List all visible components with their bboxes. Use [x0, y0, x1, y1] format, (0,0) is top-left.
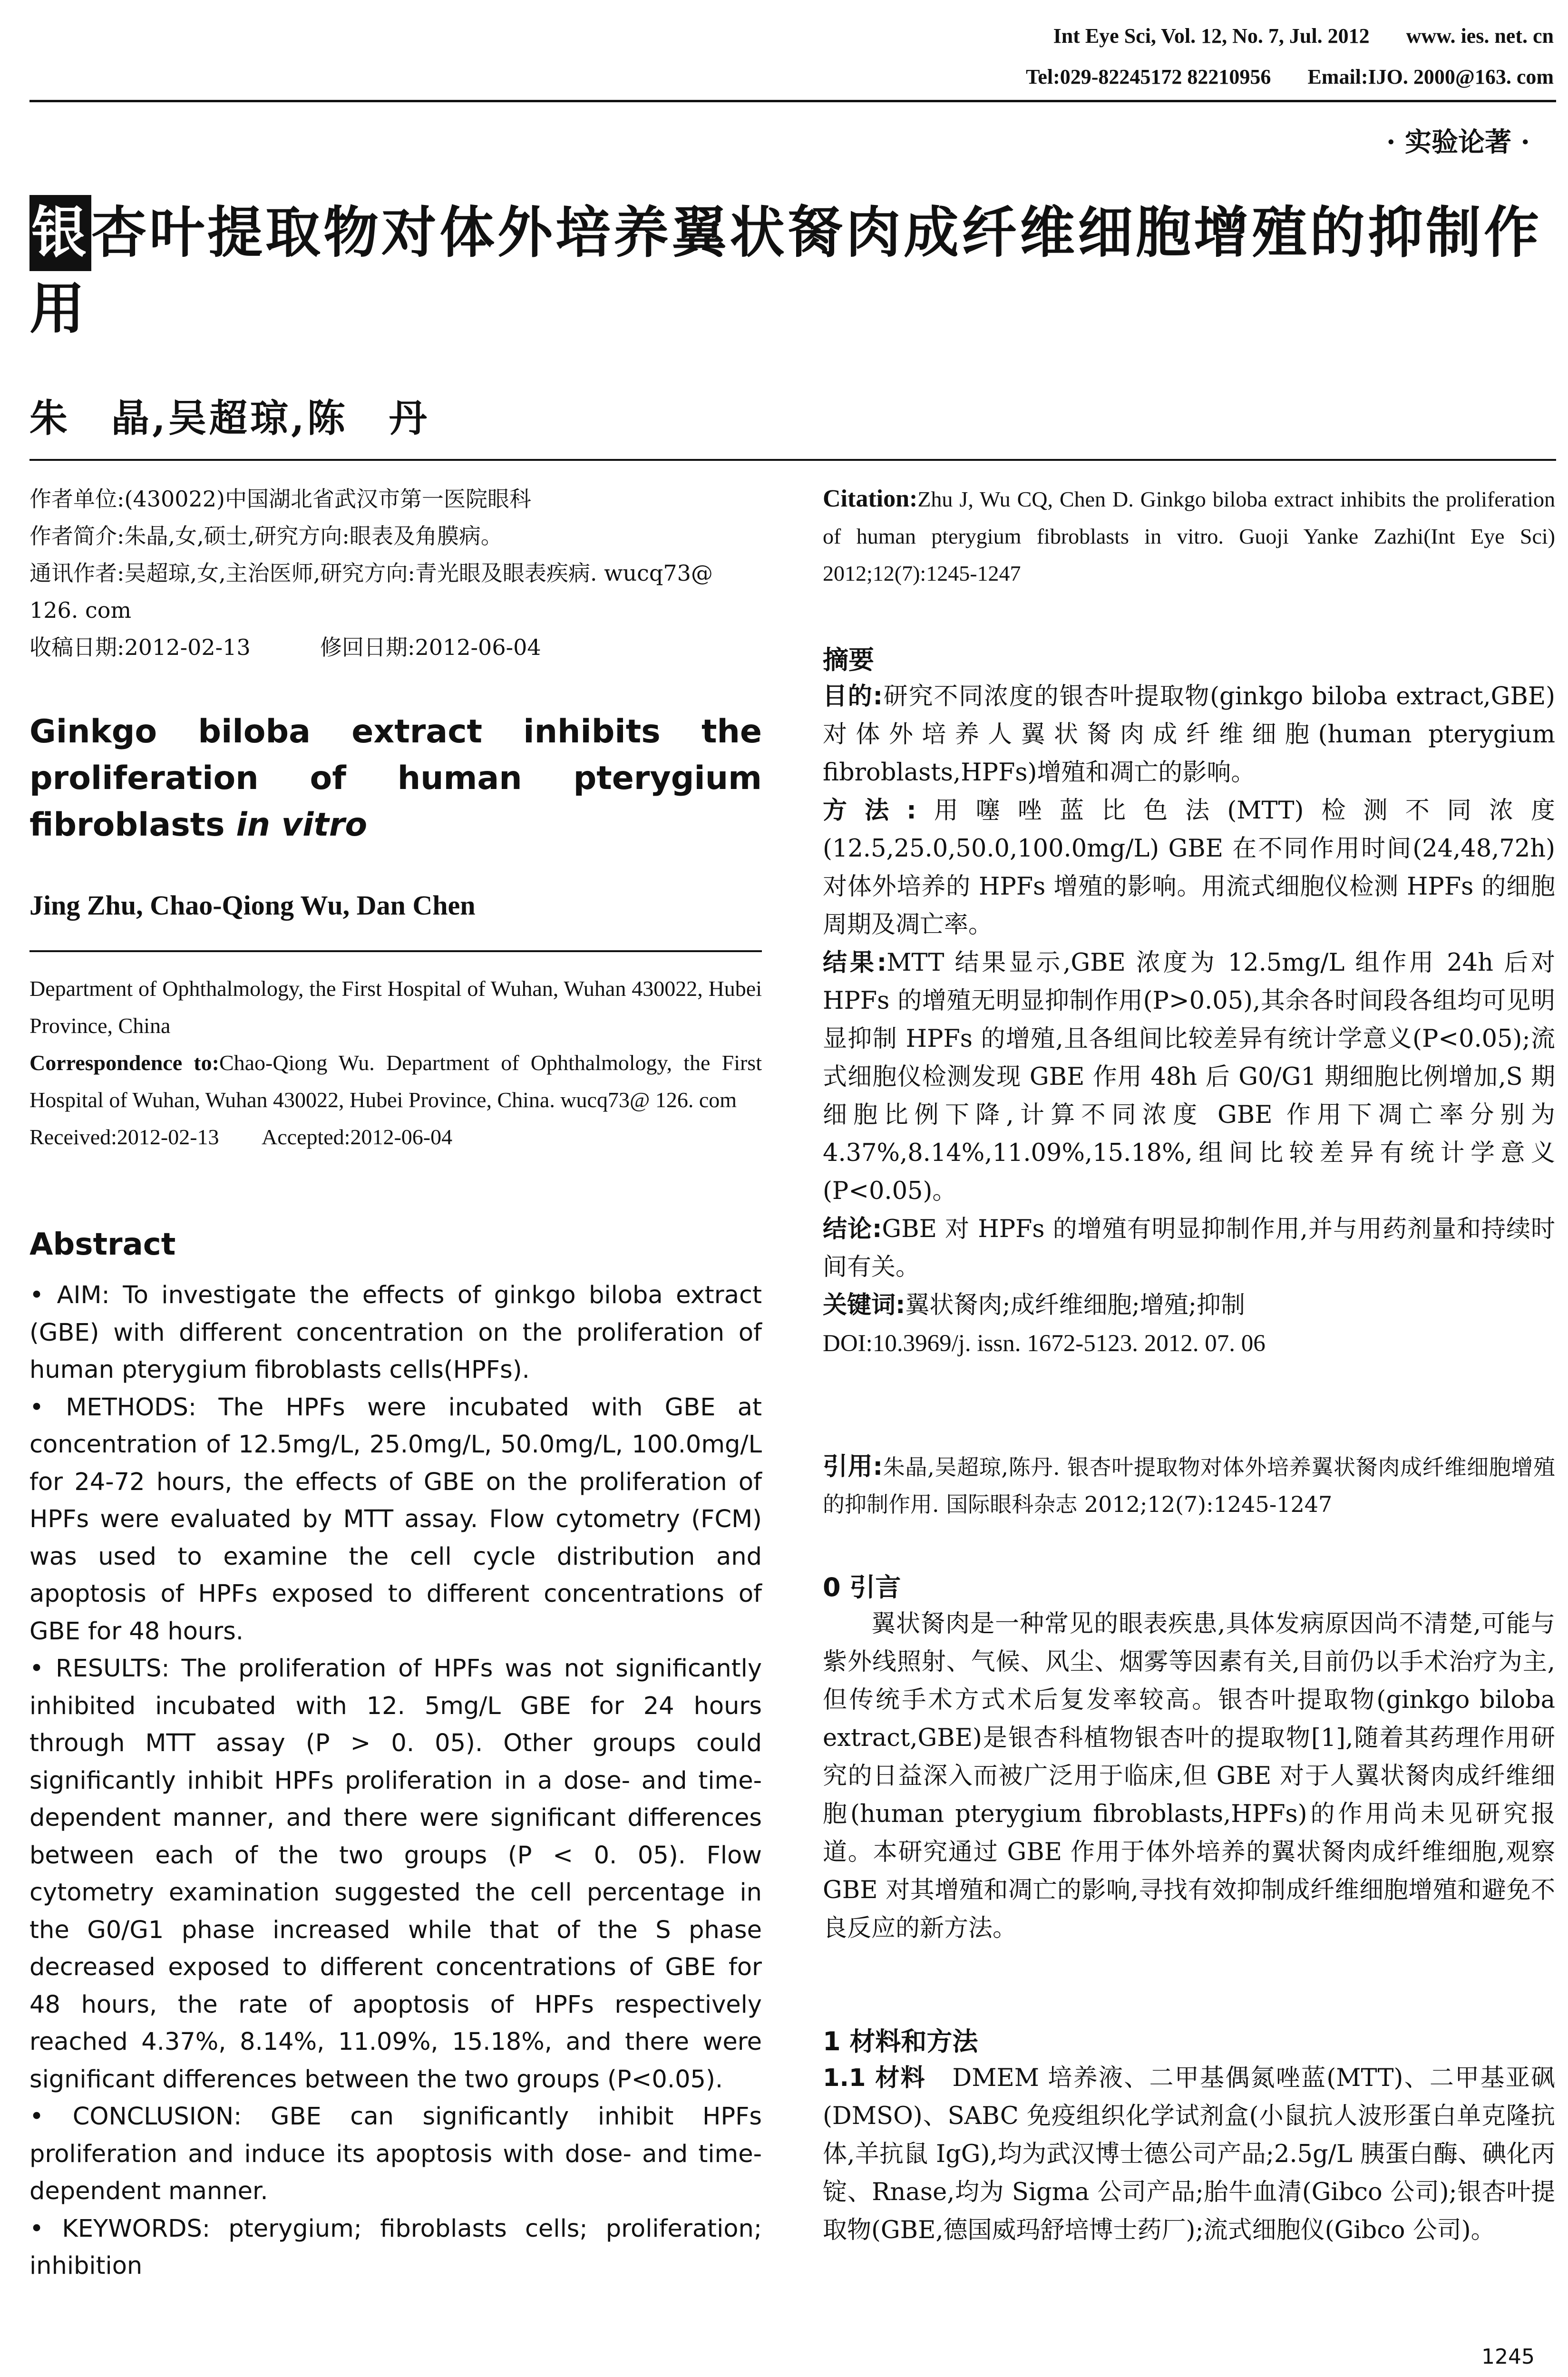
- abstract-heading-cn: 摘要: [823, 645, 874, 675]
- doi[interactable]: DOI:10.3969/j. issn. 1672-5123. 2012. 07. 06: [823, 1330, 1266, 1357]
- materials-subheading: 1.1 材料: [823, 2064, 926, 2092]
- abstract-conclusion: • CONCLUSION: GBE can significantly inhibit HPFs proliferation and induce its apoptosis with dose- and time-dependent manner.: [29, 2103, 762, 2205]
- article-title-cn: [29, 195, 1542, 347]
- keywords-label-cn: 关键词:: [823, 1291, 906, 1319]
- intro-body: [823, 1605, 1555, 1948]
- authors-cn: 朱 晶,吴超琼,陈 丹: [29, 396, 430, 440]
- materials-text: DMEM 培养液、二甲基偶氮唑蓝(MTT)、二甲基亚砜(DMSO)、SABC 免疫组织化学试剂盒(小鼠抗人波形蛋白单克隆抗体,羊抗鼠 IgG),均为武汉博士德公司产品;2.5g/L 胰蛋白酶、碘化丙锭、Rnase,均为 Sigma 公司产品;胎牛血清(Gibco 公司);银杏叶提取物(GBE,德国威玛舒培博士药厂);流式细胞仪(Gibco 公司)。: [823, 2064, 1555, 2244]
- abstract-cn-aim: [823, 678, 1555, 792]
- intro-paragraph: 翼状胬肉是一种常见的眼表疾患,具体发病原因尚不清楚,可能与紫外线照射、气候、风尘、烟雾等因素有关,目前仍以手术治疗为主,但传统手术方式术后复发率较高。银杏叶提取物(ginkgo biloba extract,GBE)是银杏科植物银杏叶的提取物[1],随着其药理作用研究的日益深入而被广泛用于临床,但 GBE 对于人翼状胬肉成纤维细胞(human pterygium fibroblasts,HPFs)的作用尚未见研究报道。本研究通过 GBE 作用于体外培养的翼状胬肉成纤维细胞,观察 GBE 对其增殖和凋亡的影响,寻找有效抑制成纤维细胞增殖和避免不良反应的新方法。: [823, 1610, 1555, 1942]
- abstract-cn-methods: [823, 792, 1555, 944]
- methods-label-cn: 方法:: [823, 797, 916, 825]
- citation-cn-text: 朱晶,吴超琼,陈丹. 银杏叶提取物对体外培养翼状胬肉成纤维细胞增殖的抑制作用. 国际眼科杂志 2012;12(7):1245-1247: [823, 1454, 1555, 1517]
- article-title-en: [29, 709, 762, 848]
- methods-heading: 1 材料和方法: [823, 2026, 978, 2056]
- received-cn: 收稿日期:2012-02-13: [29, 634, 251, 660]
- title-en-italic: in vitro: [236, 806, 368, 844]
- header-rule: [29, 100, 1556, 102]
- methods-text-cn: 用噻唑蓝比色法(MTT)检测不同浓度(12.5,25.0,50.0,100.0mg/L) GBE 在不同作用时间(24,48,72h)对体外培养的 HPFs 增殖的影响。用流式细胞仪检测 HPFs 的细胞周期及凋亡率。: [823, 797, 1555, 939]
- results-text-cn: MTT 结果显示,GBE 浓度为 12.5mg/L 组作用 24h 后对 HPFs 的增殖无明显抑制作用(P>0.05),其余各时间段各组均可见明显抑制 HPFs 的增殖,且各组间比较差异有统计学意义(P<0.05);流式细胞仪检测发现 GBE 作用 48h 后 G0/G1 期细胞比例增加,S 期细胞比例下降,计算不同浓度 GBE 作用下凋亡率分别为 4.37%,8.14%,11.09%,15.18%,组间比较差异有统计学意义(P<0.05)。: [823, 949, 1555, 1205]
- abstract-heading-en: Abstract: [29, 1227, 176, 1262]
- journal-citation: Int Eye Sci, Vol. 12, No. 7, Jul. 2012: [1053, 24, 1370, 48]
- received-en: Received:2012-02-13: [29, 1125, 219, 1149]
- citation-cn-label: 引用:: [823, 1452, 883, 1481]
- aim-text-cn: 研究不同浓度的银杏叶提取物(ginkgo biloba extract,GBE)对体外培养人翼状胬肉成纤维细胞(human pterygium fibroblasts,HPFs)增殖和凋亡的影响。: [823, 682, 1555, 787]
- title-rule: [29, 459, 1556, 461]
- abstract-cn-results: [823, 944, 1555, 1210]
- journal-header-line1: [1053, 24, 1554, 48]
- journal-website[interactable]: www. ies. net. cn: [1406, 24, 1554, 48]
- citation-cn: [823, 1448, 1555, 1523]
- authors-rule: [29, 950, 762, 952]
- journal-header-line2: [1026, 65, 1554, 89]
- affiliation-en: [29, 970, 762, 1156]
- results-label-cn: 结果:: [823, 949, 887, 977]
- accepted-en: Accepted:2012-06-04: [262, 1125, 453, 1149]
- dates-en: [29, 1119, 762, 1156]
- keywords-text-cn: 翼状胬肉;成纤维细胞;增殖;抑制: [905, 1291, 1245, 1319]
- citation-en-label: Citation:: [823, 485, 918, 512]
- correspondence-label: Correspondence to:: [29, 1051, 219, 1075]
- intro-heading: 0 引言: [823, 1572, 901, 1602]
- department-en: Department of Ophthalmology, the First Hospital of Wuhan, Wuhan 430022, Hubei Province, China: [29, 976, 762, 1038]
- abstract-methods: • METHODS: The HPFs were incubated with GBE at concentration of 12.5mg/L, 25.0mg/L, 50.0mg/L, 100.0mg/L for 24-72 hours, the effects of GBE on the proliferation of HPFs were evaluated by MTT assay. Flow cytometry (FCM) was used to examine the cell cycle distribution and apoptosis of HPFs exposed to different concentrations of GBE for 48 hours.: [29, 1393, 762, 1646]
- conclusion-label-cn: 结论:: [823, 1215, 882, 1243]
- author-meta-cn: [29, 480, 762, 666]
- revised-cn: 修回日期:2012-06-04: [320, 634, 541, 660]
- title-en-main: Ginkgo biloba extract inhibits the proliferation of human pterygium fibroblasts: [29, 713, 762, 844]
- abstract-cn: [823, 678, 1555, 1363]
- abstract-cn-conclusion: [823, 1210, 1555, 1286]
- correspondence-cn: 通讯作者:吴超琼,女,主治医师,研究方向:青光眼及眼表疾病. wucq73@ 126. com: [29, 560, 713, 623]
- abstract-en: [29, 1277, 762, 2285]
- citation-en-text: Zhu J, Wu CQ, Chen D. Ginkgo biloba extract inhibits the proliferation of human pterygium fibroblasts in vitro. Guoji Yanke Zazhi(Int Eye Sci) 2012;12(7):1245-1247: [823, 487, 1555, 585]
- abstract-results: • RESULTS: The proliferation of HPFs was not significantly inhibited incubated with 12. 5mg/L GBE for 24 hours through MTT assay (P > 0. 05). Other groups could significantly inhibit HPFs proliferation in a dose- and time-dependent manner, and there were significant differences between each of the two groups (P < 0. 05). Flow cytometry examination suggested the cell percentage in the G0/G1 phase increased while that of the S phase decreased exposed to different concentrations of GBE for 48 hours, the rate of apoptosis of HPFs respectively reached 4.37%, 8.14%, 11.09%, 15.18%, and there were significant differences between the two groups (P<0.05).: [29, 1655, 762, 2094]
- title-rest: 杏叶提取物对体外培养翼状胬肉成纤维细胞增殖的抑制作用: [29, 201, 1542, 341]
- affiliation-cn: 作者单位:(430022)中国湖北省武汉市第一医院眼科: [29, 486, 531, 512]
- section-label: · 实验论著 ·: [1386, 127, 1530, 158]
- page-number: 1245: [1481, 2345, 1535, 2369]
- conclusion-text-cn: GBE 对 HPFs 的增殖有明显抑制作用,并与用药剂量和持续时间有关。: [823, 1215, 1555, 1281]
- abstract-keywords: • KEYWORDS: pterygium; fibroblasts cells; proliferation; inhibition: [29, 2214, 762, 2280]
- title-first-char: 银: [29, 195, 91, 271]
- authors-en: Jing Zhu, Chao-Qiong Wu, Dan Chen: [29, 890, 476, 921]
- abstract-aim: • AIM: To investigate the effects of ginkgo biloba extract (GBE) with different concentration on the proliferation of human pterygium fibroblasts cells(HPFs).: [29, 1281, 762, 1384]
- dates-cn: [29, 629, 762, 666]
- journal-tel: Tel:029-82245172 82210956: [1026, 65, 1271, 88]
- abstract-cn-keywords: [823, 1286, 1555, 1325]
- citation-en: [823, 480, 1555, 592]
- methods-body: [823, 2059, 1555, 2250]
- correspondence-text: Chao-Qiong Wu. Department of Ophthalmology, the First Hospital of Wuhan, Wuhan 430022, Hubei Province, China. wucq73@ 126. com: [29, 1051, 762, 1112]
- aim-label-cn: 目的:: [823, 682, 883, 711]
- profile-cn: 作者简介:朱晶,女,硕士,研究方向:眼表及角膜病。: [29, 523, 503, 549]
- correspondence-en: [29, 1044, 762, 1119]
- journal-email[interactable]: Email:IJO. 2000@163. com: [1307, 65, 1554, 88]
